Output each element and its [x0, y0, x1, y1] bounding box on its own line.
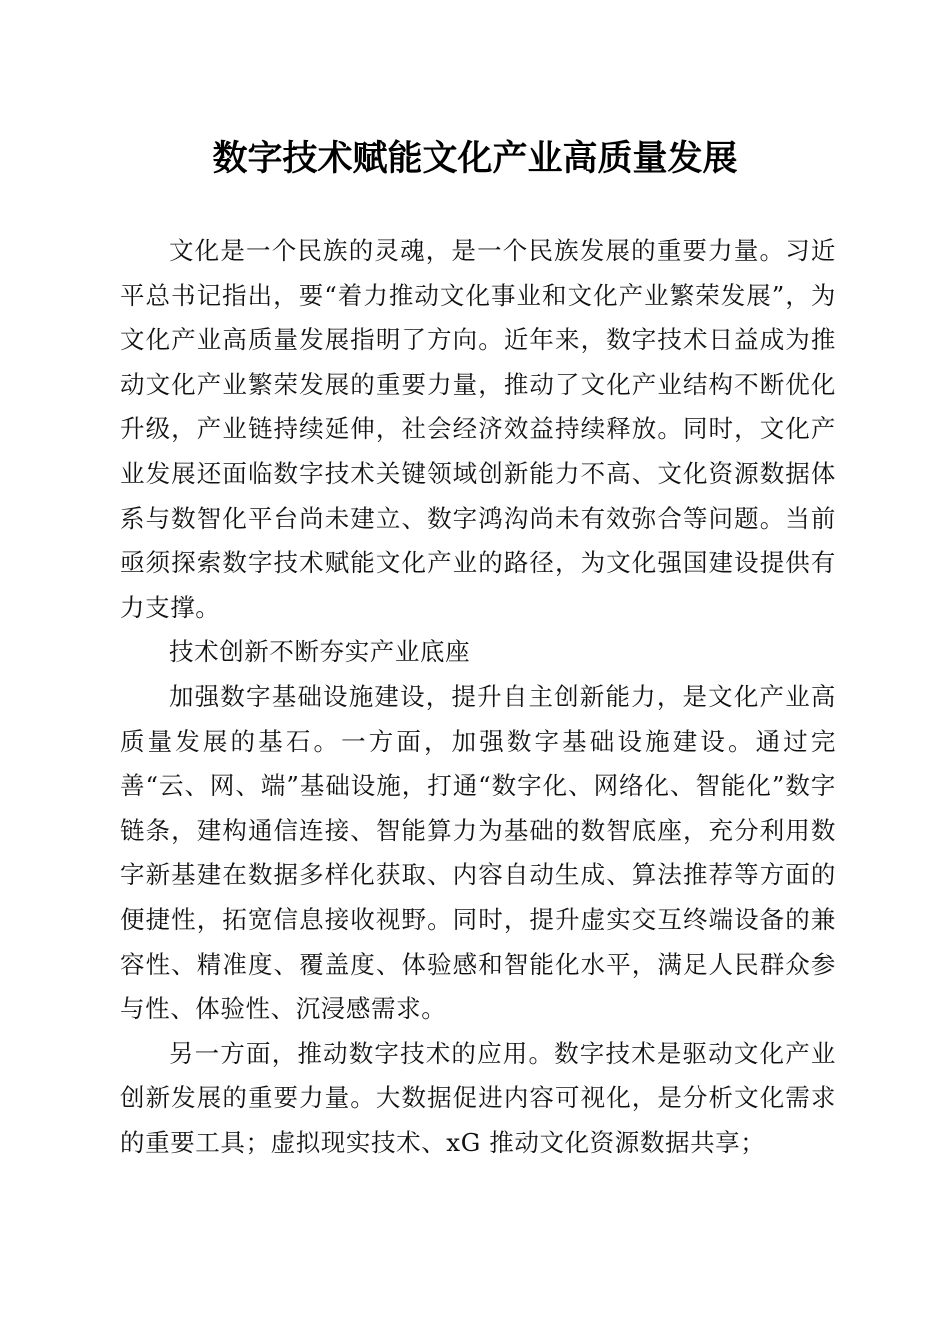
paragraph-application: 另一方面，推动数字技术的应用。数字技术是驱动文化产业创新发展的重要力量。大数据促进内容可视化，是分析文化需求的重要工具；虚拟现实技术、xG 推动文化资源数据共享；: [120, 1038, 836, 1157]
document-body: [120, 229, 836, 1165]
paragraph-intro: 文化是一个民族的灵魂，是一个民族发展的重要力量。习近平总书记指出，要“着力推动文化事业和文化产业繁荣发展”，为文化产业高质量发展指明了方向。近年来，数字技术日益成为推动文化产业繁荣发展的重要力量，推动了文化产业结构不断优化升级，产业链持续延伸，社会经济效益持续释放。同时，文化产业发展还面临数字技术关键领域创新能力不高、文化资源数据体系与数智化平台尚未建立、数字鸿沟尚未有效弥合等问题。当前亟须探索数字技术赋能文化产业的路径，为文化强国建设提供有力支撑。: [120, 236, 836, 622]
paragraph-infrastructure: 加强数字基础设施建设，提升自主创新能力，是文化产业高质量发展的基石。一方面，加强数字基础设施建设。通过完善“云、网、端”基础设施，打通“数字化、网络化、智能化”数字链条，建构通信连接、智能算力为基础的数智底座，充分利用数字新基建在数据多样化获取、内容自动生成、算法推荐等方面的便捷性，拓宽信息接收视野。同时，提升虚实交互终端设备的兼容性、精准度、覆盖度、体验感和智能化水平，满足人民群众参与性、体验性、沉浸感需求。: [120, 681, 836, 1024]
section-heading: 技术创新不断夯实产业底座: [169, 637, 471, 667]
document-title: 数字技术赋能文化产业高质量发展: [212, 138, 738, 179]
